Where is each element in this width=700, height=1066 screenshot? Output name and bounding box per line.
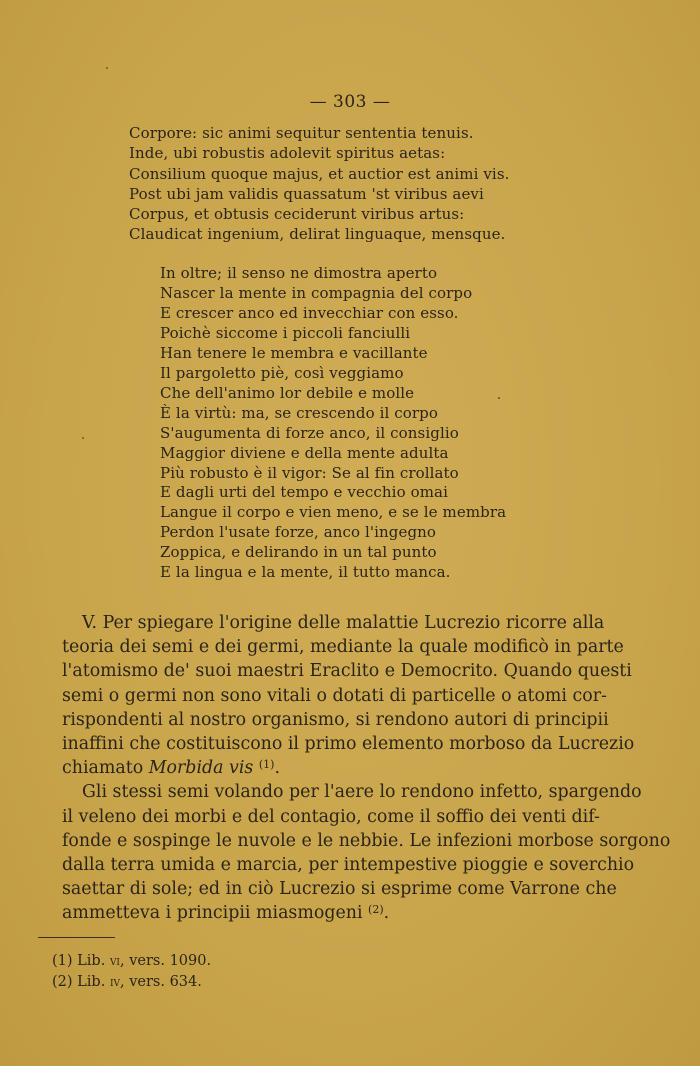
italian-verse-line: Langue il corpo e vien meno, e se le membra: [160, 503, 507, 522]
text-line: inaffini che costituiscono il primo elemento morboso da Lucrezio: [62, 734, 635, 755]
text-line: V. Per spiegare l'origine delle malattie Lucrezio ricorre alla: [82, 613, 605, 633]
italian-verse-line: Poichè siccome i piccoli fanciulli: [160, 323, 411, 342]
latin-verse-block: [129, 123, 510, 245]
text-line: [62, 756, 582, 780]
italian-verse-line: Zoppica, e delirando in un tal punto: [160, 543, 437, 562]
footnote-book-label: Lib.: [77, 953, 106, 969]
italian-verse-line: Il pargoletto piè, così veggiamo: [160, 363, 404, 382]
text-line: saettar di sole; ed in ciò Lucrezio si esprime come Varrone che: [62, 879, 617, 900]
text-line: teoria dei semi e dei germi, mediante la quale modificò in parte: [62, 637, 624, 658]
italian-verse-line: In oltre; il senso ne dimostra aperto: [160, 264, 438, 282]
text-fragment: .: [274, 758, 280, 779]
italian-verse-line: S'augumenta di forze anco, il consiglio: [160, 423, 459, 442]
text-line: semi o germi non sono vitali o dotati di particelle o atomi cor-: [62, 685, 607, 706]
footnote-mark: (1): [52, 953, 73, 969]
italian-verse-line: Nascer la mente in compagnia del corpo: [160, 283, 473, 302]
italian-verse-line: Perdon l'usate forze, anco l'ingegno: [160, 523, 437, 542]
footnote-reference[interactable]: (1): [258, 758, 275, 772]
latin-verse-line: Claudicat ingenium, delirat linguaque, mensque.: [129, 225, 506, 244]
italian-verse-line: Han tenere le membra e vacillante: [160, 343, 428, 362]
footnote-book: vi: [109, 954, 120, 969]
paper-speck: [106, 67, 108, 69]
footnotes: [52, 951, 211, 993]
latin-verse-line: Corpus, et obtusis ceciderunt viribus artus:: [129, 205, 465, 224]
body-text: [62, 611, 671, 926]
footnote-rest: , vers. 1090.: [120, 953, 212, 969]
paragraph: [62, 780, 671, 925]
italian-verse-block: [160, 264, 506, 583]
italian-verse-line: Più robusto è il vigor: Se al fin crollato: [160, 463, 459, 482]
text-fragment: chiamato: [62, 758, 149, 779]
text-line: rispondenti al nostro organismo, si rendono autori di principii: [62, 709, 609, 730]
italian-verse-line: E la lingua e la mente, il tutto manca.: [160, 563, 451, 582]
latin-verse-line: Corpore: sic animi sequitur sententia tenuis.: [129, 124, 474, 142]
text-line: l'atomismo de' suoi maestri Eraclito e Democrito. Quando questi: [62, 661, 632, 682]
text-line: il veleno dei morbi e del contagio, come il soffio dei venti dif-: [62, 806, 600, 827]
latin-verse-line: Consilium quoque majus, et auctior est animi vis.: [129, 164, 510, 183]
italic-term: Morbida vis: [148, 758, 254, 779]
text-line: dalla terra umida e marcia, per intempestive pioggie e soverchio: [62, 855, 635, 876]
italian-verse-line: È la virtù: ma, se crescendo il corpo: [160, 403, 439, 422]
text-line: [62, 901, 582, 925]
text-line: fonde e sospinge le nuvole e le nebbie. Le infezioni morbose sorgono: [62, 830, 671, 851]
paper-speck: [82, 437, 84, 439]
paragraph: [62, 611, 635, 780]
italian-verse-line: Che dell'animo lor debile e molle: [160, 383, 415, 402]
text-fragment: .: [383, 903, 390, 924]
footnote-book: iv: [109, 975, 120, 990]
italian-verse-line: Maggior diviene e della mente adulta: [160, 443, 449, 462]
text-line: Gli stessi semi volando per l'aere lo rendono infetto, spargendo: [82, 782, 642, 803]
italian-verse-line: E dagli urti del tempo e vecchio omai: [160, 483, 448, 502]
footnote-reference[interactable]: (2): [368, 903, 384, 917]
footnote-rest: , vers. 634.: [120, 974, 202, 990]
footnote-rule: [38, 937, 115, 938]
footnote-book-label: Lib.: [77, 974, 106, 990]
page-number: — 303 —: [309, 92, 391, 112]
text-fragment: ammetteva i principii miasmogeni: [62, 903, 363, 924]
italian-verse-line: E crescer anco ed invecchiar con esso.: [160, 303, 459, 322]
footnote: [52, 951, 211, 972]
footnote-mark: (2): [52, 974, 73, 990]
latin-verse-line: Inde, ubi robustis adolevit spiritus aetas:: [129, 144, 446, 163]
latin-verse-line: Post ubi jam validis quassatum 'st viribus aevi: [129, 184, 484, 203]
footnote: [52, 972, 211, 993]
